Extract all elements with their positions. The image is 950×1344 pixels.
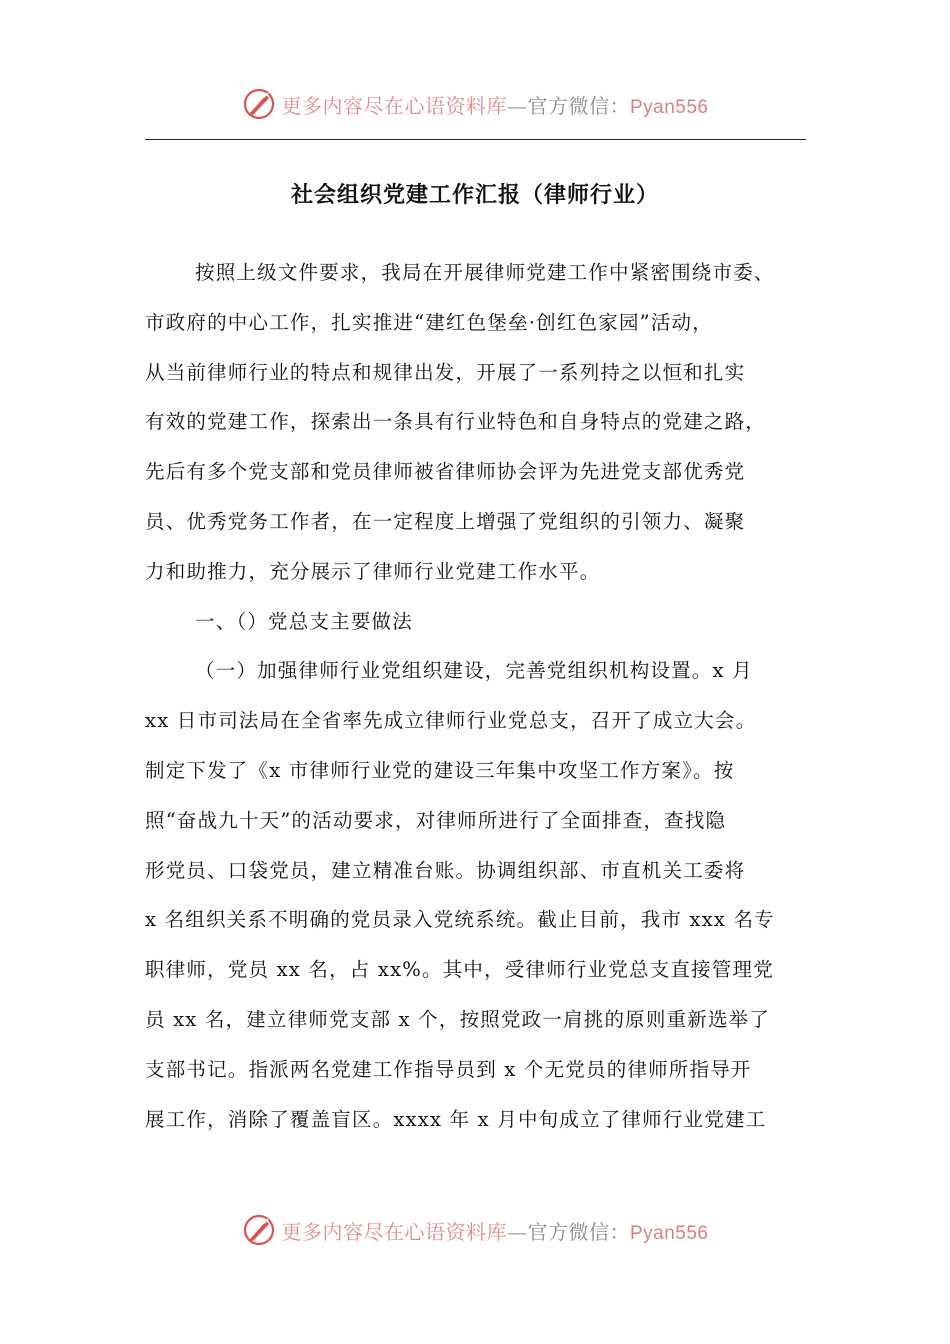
banner-wechat-id: Pyan556 [629, 1222, 709, 1244]
document-body [145, 248, 808, 1144]
body-line: 从当前律师行业的特点和规律出发，开展了一系列持之以恒和扎实 [145, 360, 746, 384]
banner-separator: — [506, 93, 528, 118]
body-line: 市政府的中心工作，扎实推进“建红色堡垒·创红色家园”活动， [145, 310, 713, 334]
body-line: 员 xx 名，建立律师党支部 x 个，按照党政一肩挑的原则重新选举了 [145, 1007, 771, 1031]
body-line: 职律师，党员 xx 名，占 xx%。其中，受律师行业党总支直接管理党 [145, 958, 774, 982]
footer-banner [0, 1210, 950, 1250]
banner-text [281, 1216, 708, 1245]
banner-text [281, 90, 708, 119]
banner-main-text: 更多内容尽在心语资料库 [281, 93, 507, 118]
section-heading: 一、（）党总支主要做法 [195, 609, 413, 633]
body-line: 力和助推力，充分展示了律师行业党建工作水平。 [145, 559, 601, 583]
body-line: 制定下发了《x 市律师行业党的建设三年集中攻坚工作方案》。按 [145, 758, 735, 782]
body-line: 形党员、口袋党员，建立精准台账。协调组织部、市直机关工委将 [145, 858, 746, 882]
header-banner [0, 84, 950, 124]
body-line: 展工作，消除了覆盖盲区。xxxx 年 x 月中旬成立了律师行业党建工 [145, 1107, 767, 1131]
document-title: 社会组织党建工作汇报（律师行业） [290, 183, 659, 208]
quill-pen-logo-icon [241, 1212, 277, 1248]
body-line: 照“奋战九十天”的活动要求，对律师所进行了全面排查，查找隐 [145, 808, 727, 832]
body-line: xx 日市司法局在全省率先成立律师行业党总支，召开了成立大会。 [145, 709, 757, 733]
banner-separator: — [506, 1219, 528, 1244]
header-divider [145, 139, 806, 140]
body-line: 支部书记。指派两名党建工作指导员到 x 个无党员的律师所指导开 [145, 1057, 752, 1081]
body-line: 员、优秀党务工作者，在一定程度上增强了党组织的引领力、凝聚 [145, 509, 746, 533]
body-line: x 名组织关系不明确的党员录入党统系统。截止目前，我市 xxx 名专 [145, 908, 775, 932]
banner-wechat-id: Pyan556 [629, 96, 709, 118]
body-line: 按照上级文件要求，我局在开展律师党建工作中紧密围绕市委、 [195, 261, 775, 284]
body-line: 先后有多个党支部和党员律师被省律师协会评为先进党支部优秀党 [145, 460, 746, 484]
banner-wechat-label: 官方微信： [527, 1219, 630, 1244]
body-line: 有效的党建工作，探索出一条具有行业特色和自身特点的党建之路， [145, 410, 767, 434]
quill-pen-logo-icon [241, 86, 277, 122]
body-line: （一）加强律师行业党组织建设，完善党组织机构设置。x 月 [195, 659, 753, 683]
banner-main-text: 更多内容尽在心语资料库 [281, 1219, 507, 1244]
banner-wechat-label: 官方微信： [527, 93, 630, 118]
